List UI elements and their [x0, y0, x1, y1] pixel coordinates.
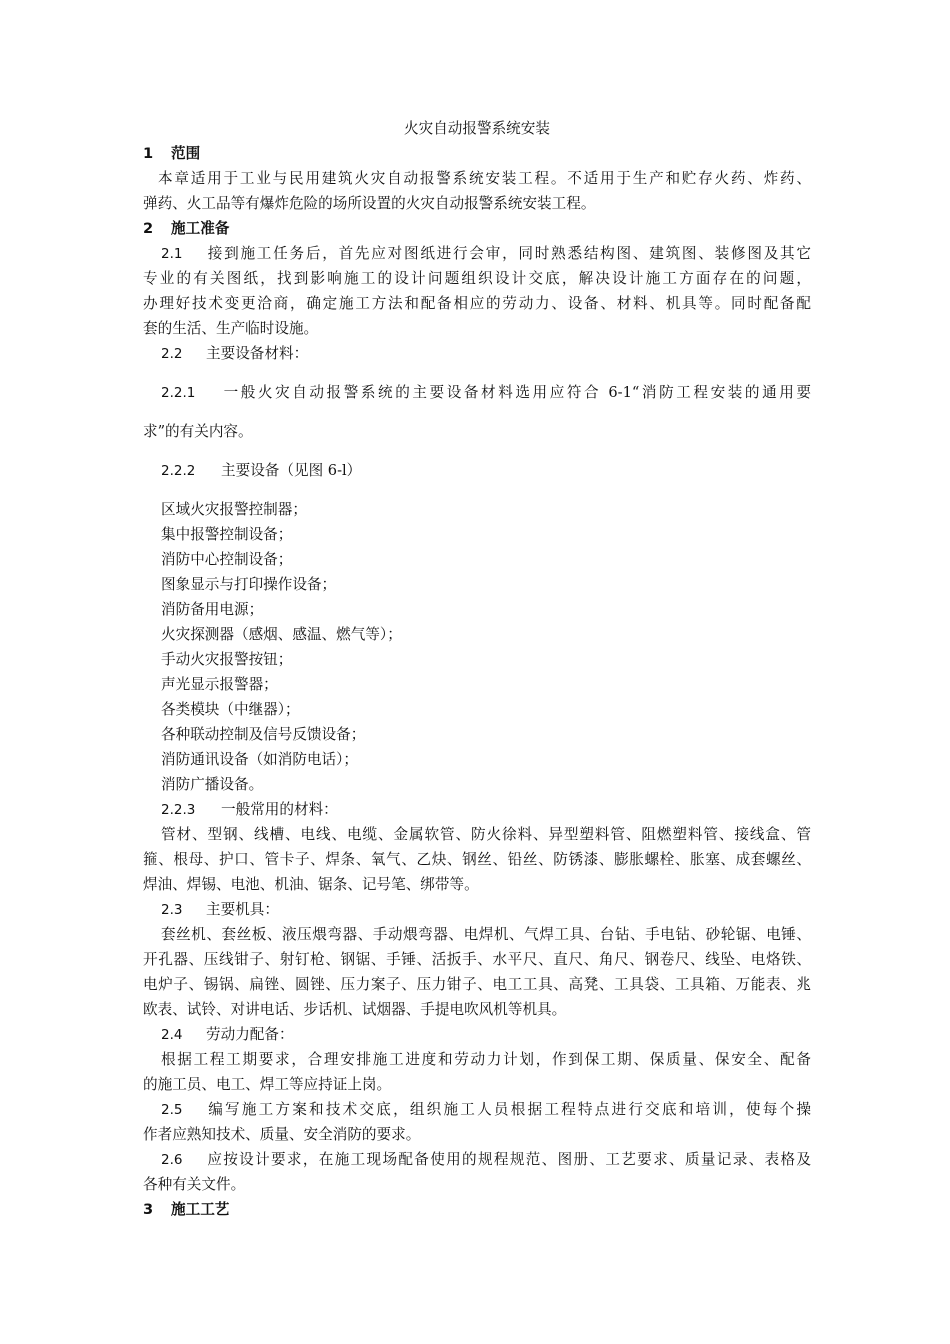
subsection-2-2-line [143, 341, 811, 366]
paragraph-line: 根据工程工期要求，合理安排施工进度和劳动力计划，作到保工期、保质量、保安全、配备 [161, 1051, 811, 1068]
paragraph-line: 专业的有关图纸，找到影响施工的设计问题组织设计交底，解决设计施工方面存在的问题， [143, 270, 811, 287]
subsection-number: 2.2 [161, 346, 183, 362]
list-item: 集中报警控制设备； [161, 526, 293, 543]
section-1-heading [143, 141, 811, 166]
paragraph-line: 焊油、焊锡、电池、机油、锯条、记号笔、绑带等。 [143, 876, 479, 893]
list-item: 各种联动控制及信号反馈设备； [161, 726, 366, 743]
section-title: 施工工艺 [171, 1201, 230, 1218]
list-item: 消防通讯设备（如消防电话）； [161, 751, 359, 768]
list-item: 声光显示报警器； [161, 676, 278, 693]
section-3-heading [143, 1197, 811, 1222]
paragraph-text: 主要设备（见图 6-l） [221, 462, 362, 479]
list-item: 火灾探测器（感烟、感温、燃气等）； [161, 626, 402, 643]
document-title: 火灾自动报警系统安装 [404, 120, 550, 137]
list-item: 消防中心控制设备； [161, 551, 293, 568]
subsection-number: 2.2.1 [161, 385, 196, 401]
paragraph-line: 开孔器、压线钳子、射钉枪、钢锯、手锤、活扳手、水平尺、直尺、角尺、钢卷尺、线坠、电烙铁、 [143, 951, 811, 968]
list-item: 手动火灾报警按钮； [161, 651, 293, 668]
subsection-number: 2.4 [161, 1027, 183, 1043]
subsection-2-2-3-line [143, 797, 811, 822]
paragraph-line: 电炉子、锡锅、扁锉、圆锉、压力案子、压力钳子、电工工具、高凳、工具袋、工具箱、万能表、兆 [143, 976, 811, 993]
subsection-2-2-1-line [143, 380, 811, 405]
subsection-2-1-line [143, 241, 811, 266]
subsection-number: 2.3 [161, 902, 183, 918]
paragraph-line: 欧表、试铃、对讲电话、步话机、试烟器、手提电吹风机等机具。 [143, 1001, 567, 1018]
section-title: 范围 [171, 145, 201, 162]
paragraph-text: 编写施工方案和技术交底，组织施工人员根据工程特点进行交底和培训，使每个操 [206, 1101, 811, 1118]
paragraph-line: 管材、型钢、线槽、电线、电缆、金属软管、防火徐料、异型塑料管、阻燃塑料管、接线盒、管 [161, 826, 811, 843]
paragraph-text: 一般常用的材料： [221, 801, 338, 818]
list-item: 图象显示与打印操作设备； [161, 576, 337, 593]
list-item: 各类模块（中继器）； [161, 701, 300, 718]
section-number: 3 [143, 1201, 154, 1218]
paragraph-line: 各种有关文件。 [143, 1176, 246, 1193]
paragraph-line: 箍、根母、护口、管卡子、焊条、氧气、乙炔、钢丝、铅丝、防锈漆、膨胀螺栓、胀塞、成套螺丝、 [143, 851, 811, 868]
subsection-number: 2.5 [161, 1102, 183, 1118]
subsection-2-5-line [143, 1097, 811, 1122]
subsection-number: 2.6 [161, 1152, 183, 1168]
section-title: 施工准备 [171, 220, 230, 237]
subsection-number: 2.2.3 [161, 802, 196, 818]
section-2-heading [143, 216, 811, 241]
paragraph-line: 弹药、火工品等有爆炸危险的场所设置的火灾自动报警系统安装工程。 [143, 195, 596, 212]
paragraph-text: 主要设备材料： [206, 345, 309, 362]
paragraph-line: 求”的有关内容。 [143, 423, 253, 440]
equipment-list [143, 497, 811, 797]
paragraph-line: 套丝机、套丝板、液压煨弯器、手动煨弯器、电焊机、气焊工具、台钻、手电钻、砂轮锯、电锤、 [161, 926, 811, 943]
paragraph-line: 本章适用于工业与民用建筑火灾自动报警系统安装工程。不适用于生产和贮存火药、炸药、 [158, 170, 811, 187]
paragraph-line: 作者应熟知技术、质量、安全消防的要求。 [143, 1126, 421, 1143]
subsection-2-4-line [143, 1022, 811, 1047]
subsection-number: 2.1 [161, 246, 183, 262]
subsection-2-6-line [143, 1147, 811, 1172]
paragraph-line: 的施工员、电工、焊工等应持证上岗。 [143, 1076, 392, 1093]
list-item: 消防广播设备。 [161, 776, 264, 793]
subsection-2-3-line [143, 897, 811, 922]
list-item: 区域火灾报警控制器； [161, 501, 307, 518]
subsection-number: 2.2.2 [161, 463, 196, 479]
paragraph-line: 套的生活、生产临时设施。 [143, 320, 319, 337]
paragraph-text: 劳动力配备： [206, 1026, 294, 1043]
list-item: 消防备用电源； [161, 601, 264, 618]
paragraph-text: 主要机具： [206, 901, 279, 918]
paragraph-text: 接到施工任务后，首先应对图纸进行会审，同时熟悉结构图、建筑图、装修图及其它 [206, 245, 811, 262]
section-number: 1 [143, 145, 154, 162]
document-page [143, 116, 811, 1222]
subsection-2-2-2-line [143, 458, 811, 483]
paragraph-text: 应按设计要求，在施工现场配备使用的规程规范、图册、工艺要求、质量记录、表格及 [206, 1151, 811, 1168]
paragraph-text: 一般火灾自动报警系统的主要设备材料选用应符合 6-1“消防工程安装的通用要 [221, 384, 811, 401]
paragraph-line: 办理好技术变更洽商，确定施工方法和配备相应的劳动力、设备、材料、机具等。同时配备配 [143, 295, 811, 312]
section-number: 2 [143, 220, 154, 237]
